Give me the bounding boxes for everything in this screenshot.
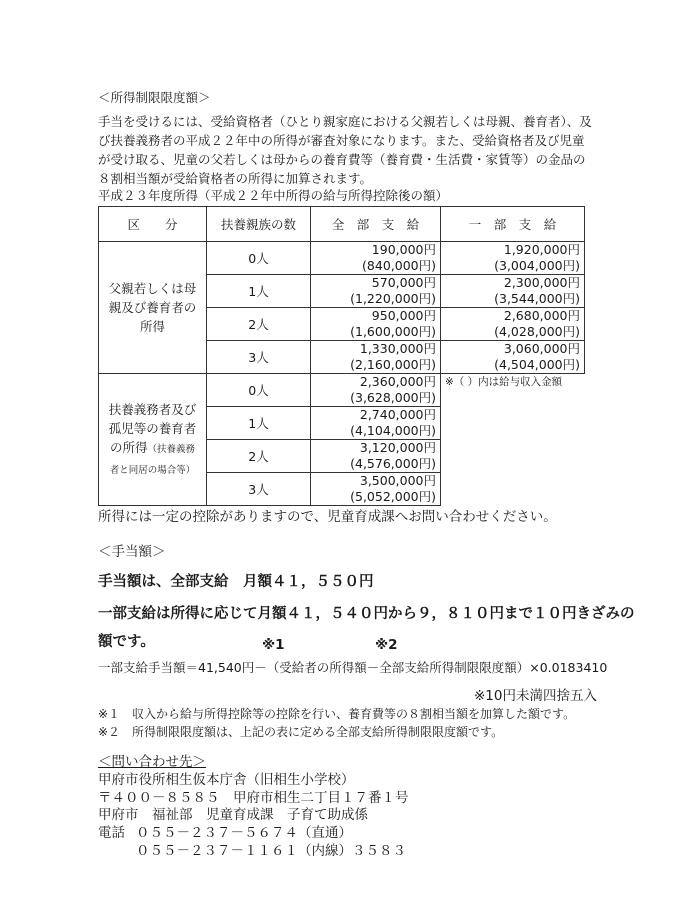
full-cell: [311, 242, 441, 275]
group-label-line: の所得: [109, 439, 148, 455]
allowance-full-line: 手当額は、全部支給 月額４１，５５０円: [98, 574, 374, 590]
partial-gross: (3,004,000円): [494, 258, 580, 273]
full-amount: 950,000円: [371, 308, 436, 323]
contact-address: 〒４００－８５８５ 甲府市相生二丁目１７番１号: [98, 790, 409, 806]
full-cell: [311, 374, 441, 407]
partial-amount: 2,680,000円: [503, 308, 580, 323]
allowance-formula: 一部支給手当額＝41,540円－（受給者の所得額－全部支給所得制限限度額）×0.0183410: [98, 660, 608, 675]
partial-gross: (4,028,000円): [494, 324, 580, 339]
column-header: 区 分: [99, 207, 207, 242]
table-row: [99, 374, 585, 407]
group-label-guardian: [99, 374, 207, 506]
full-cell: [311, 407, 441, 440]
dependents-cell: 1人: [207, 275, 311, 308]
full-cell: [311, 275, 441, 308]
paragraph-line: ８割相当額が受給資格者の所得に加算されます。: [98, 171, 373, 186]
table-caption: 平成２３年度所得（平成２２年中所得の給与所得控除後の額）: [98, 188, 449, 203]
allowance-partial-line: 一部支給は所得に応じて月額４１，５４０円から９，８１０円まで１０円きざみの: [98, 606, 635, 622]
group-label-sub: （扶養義務: [147, 443, 196, 455]
table-row: [99, 242, 585, 275]
dependents-cell: 2人: [207, 308, 311, 341]
full-gross: (4,104,000円): [350, 423, 436, 438]
dependents-cell: 1人: [207, 407, 311, 440]
contact-phone-direct: ０５５－２３７－５６７４（直通）: [136, 825, 352, 841]
footnote-mark-1: ※1: [262, 637, 285, 653]
partial-amount: 1,920,000円: [503, 242, 580, 257]
full-amount: 570,000円: [371, 275, 436, 290]
full-gross: (2,160,000円): [350, 357, 436, 372]
dependents-cell: 3人: [207, 473, 311, 506]
partial-cell: [441, 341, 585, 374]
allowance-heading: ＜手当額＞: [98, 544, 166, 560]
table-note: ※（ ）内は給与収入金額: [441, 374, 585, 506]
allowance-partial-line: 額です。: [98, 634, 155, 650]
full-cell: [311, 440, 441, 473]
column-header: 扶養親族の数: [207, 207, 311, 242]
partial-gross: (4,504,000円): [494, 357, 580, 372]
income-limit-table: [98, 206, 585, 506]
full-gross: (4,576,000円): [350, 456, 436, 471]
full-cell: [311, 308, 441, 341]
contact-heading: ＜問い合わせ先＞: [98, 754, 206, 770]
contact-office: 甲府市役所相生仮本庁舎（旧相生小学校）: [98, 772, 355, 788]
contact-department: 甲府市 福祉部 児童育成課 子育て助成係: [98, 807, 368, 823]
group-label-line: 父親若しくは母: [108, 281, 197, 296]
partial-cell: [441, 275, 585, 308]
footnote-2: ※２ 所得制限限度額は、上記の表に定める全部支給所得制限限度額です。: [98, 725, 504, 739]
dependents-cell: 3人: [207, 341, 311, 374]
partial-gross: (3,544,000円): [494, 291, 580, 306]
full-cell: [311, 473, 441, 506]
table-header-row: [99, 207, 585, 242]
paragraph-line: 手当を受けるには、受給資格者（ひとり親家庭における父親若しくは母親、養育者）、及: [98, 114, 592, 129]
partial-amount: 3,060,000円: [503, 341, 580, 356]
full-amount: 3,500,000円: [359, 473, 436, 488]
paragraph-line: が受け取る、児童の父若しくは母からの養育費等（養育費・生活費・家賃等）の金品の: [98, 152, 586, 167]
dependents-cell: 0人: [207, 374, 311, 407]
full-gross: (1,220,000円): [350, 291, 436, 306]
full-amount: 1,330,000円: [359, 341, 436, 356]
full-amount: 2,360,000円: [359, 374, 436, 389]
dependents-cell: 0人: [207, 242, 311, 275]
full-amount: 2,740,000円: [359, 407, 436, 422]
group-label-sub: 者と同居の場合等）: [109, 464, 196, 476]
partial-cell: [441, 242, 585, 275]
partial-amount: 2,300,000円: [503, 275, 580, 290]
dependents-cell: 2人: [207, 440, 311, 473]
column-header: 一 部 支 給: [441, 207, 585, 242]
contact-phone-extension: ０５５－２３７－１１６１（内線）３５８３: [136, 843, 406, 859]
column-header: 全 部 支 給: [311, 207, 441, 242]
partial-cell: [441, 308, 585, 341]
contact-phone-label: 電話: [98, 825, 125, 841]
paragraph-line: び扶養義務者の平成２２年中の所得が審査対象になります。また、受給資格者及び児童: [98, 133, 585, 148]
full-gross: (1,600,000円): [350, 324, 436, 339]
full-gross: (5,052,000円): [350, 489, 436, 504]
group-label-line: 所得: [139, 319, 165, 334]
group-label-parent: [99, 242, 207, 374]
footnote-1: ※１ 収入から給与所得控除等の控除を行い、養育費等の８割相当額を加算した額です。: [98, 707, 576, 721]
rounding-note: ※10円未満四捨五入: [474, 688, 597, 704]
deduction-note: 所得には一定の控除がありますので、児童育成課へお問い合わせください。: [98, 509, 557, 525]
footnote-mark-2: ※2: [375, 637, 398, 653]
full-gross: (3,628,000円): [350, 390, 436, 405]
full-gross: (840,000円): [362, 258, 436, 273]
group-label-line: 親及び養育者の: [108, 300, 197, 315]
group-label-line: 孤児等の養育者: [108, 420, 197, 436]
full-amount: 3,120,000円: [359, 440, 436, 455]
income-limit-heading: ＜所得制限限度額＞: [98, 90, 211, 105]
full-cell: [311, 341, 441, 374]
full-amount: 190,000円: [371, 242, 436, 257]
group-label-line: 扶養義務者及び: [108, 401, 197, 417]
